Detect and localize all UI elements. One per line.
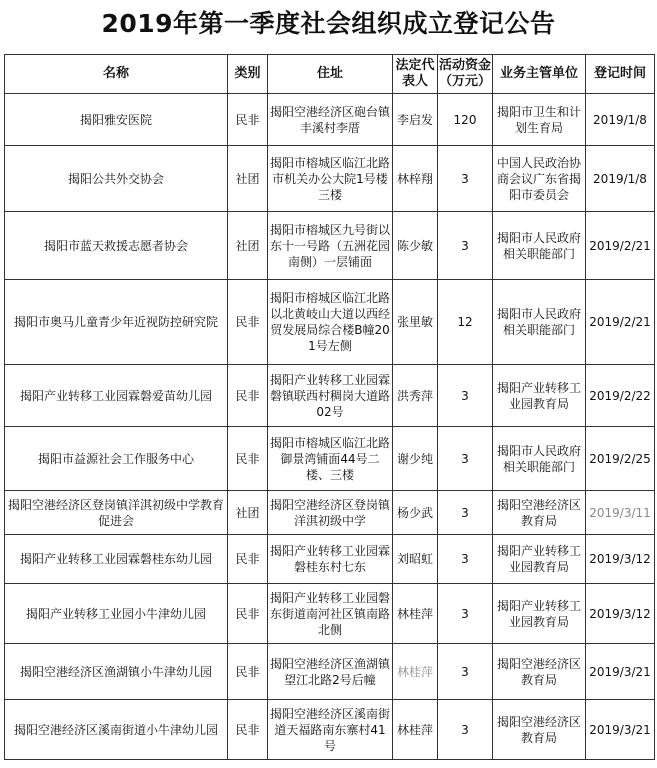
cell-dept: 中国人民政治协商会议广东省揭阳市委员会 (493, 146, 586, 212)
cell-date: 2019/3/21 (586, 700, 655, 760)
table-row (5, 491, 655, 535)
cell-rep: 林梓翔 (393, 146, 438, 212)
cell-rep: 刘昭虹 (393, 535, 438, 584)
cell-dept: 揭阳市人民政府相关职能部门 (493, 280, 586, 365)
registration-table (4, 54, 655, 760)
cell-fund: 3 (438, 491, 493, 535)
cell-fund: 3 (438, 212, 493, 280)
cell-address: 揭阳产业转移工业园磐东街道南河社区镇南路北侧 (268, 584, 393, 644)
cell-address: 揭阳产业转移工业园霖磐桂东村七东 (268, 535, 393, 584)
cell-dept: 揭阳市人民政府相关职能部门 (493, 212, 586, 280)
cell-dept: 揭阳产业转移工业园教育局 (493, 584, 586, 644)
cell-type: 民非 (228, 644, 268, 700)
table-row (5, 644, 655, 700)
cell-rep: 林桂萍 (393, 700, 438, 760)
table-row (5, 212, 655, 280)
cell-address: 揭阳空港经济区登岗镇洋淇初级中学 (268, 491, 393, 535)
cell-fund: 12 (438, 280, 493, 365)
cell-rep: 杨少武 (393, 491, 438, 535)
cell-date: 2019/2/22 (586, 365, 655, 427)
header-name: 名称 (5, 55, 228, 94)
table-row (5, 584, 655, 644)
cell-type: 民非 (228, 94, 268, 146)
cell-dept: 揭阳空港经济区教育局 (493, 700, 586, 760)
table-row (5, 365, 655, 427)
cell-rep: 林桂萍 (393, 644, 438, 700)
cell-type: 民非 (228, 427, 268, 491)
table-header-row (5, 55, 655, 94)
cell-dept: 揭阳产业转移工业园教育局 (493, 365, 586, 427)
cell-name: 揭阳空港经济区溪南街道小牛津幼儿园 (5, 700, 228, 760)
cell-name: 揭阳空港经济区登岗镇洋淇初级中学教育促进会 (5, 491, 228, 535)
header-rep: 法定代表人 (393, 55, 438, 94)
cell-type: 民非 (228, 584, 268, 644)
cell-rep: 李启发 (393, 94, 438, 146)
cell-name: 揭阳产业转移工业园霖磐爱苗幼儿园 (5, 365, 228, 427)
cell-address: 揭阳市榕城区临江北路市机关办公大院1号楼三楼 (268, 146, 393, 212)
cell-name: 揭阳公共外交协会 (5, 146, 228, 212)
cell-fund: 120 (438, 94, 493, 146)
cell-fund: 3 (438, 427, 493, 491)
cell-rep: 张里敏 (393, 280, 438, 365)
cell-fund: 3 (438, 365, 493, 427)
cell-address: 揭阳市榕城区临江北路御景湾铺面44号二楼、三楼 (268, 427, 393, 491)
cell-address: 揭阳产业转移工业园霖磐镇联西村稠岗大道路02号 (268, 365, 393, 427)
cell-dept: 揭阳市卫生和计划生育局 (493, 94, 586, 146)
cell-type: 社团 (228, 212, 268, 280)
table-row (5, 427, 655, 491)
cell-date: 2019/2/21 (586, 280, 655, 365)
header-fund: 活动资金（万元） (438, 55, 493, 94)
table-row (5, 94, 655, 146)
table-row (5, 280, 655, 365)
cell-dept: 揭阳空港经济区教育局 (493, 491, 586, 535)
cell-dept: 揭阳市人民政府相关职能部门 (493, 427, 586, 491)
table-row (5, 535, 655, 584)
cell-fund: 3 (438, 700, 493, 760)
cell-name: 揭阳产业转移工业园小牛津幼儿园 (5, 584, 228, 644)
cell-name: 揭阳空港经济区渔湖镇小牛津幼儿园 (5, 644, 228, 700)
cell-type: 社团 (228, 146, 268, 212)
cell-date: 2019/3/12 (586, 584, 655, 644)
cell-name: 揭阳市奥马儿童青少年近视防控研究院 (5, 280, 228, 365)
cell-name: 揭阳雅安医院 (5, 94, 228, 146)
table-row (5, 146, 655, 212)
cell-date: 2019/3/11 (586, 491, 655, 535)
cell-date: 2019/3/21 (586, 644, 655, 700)
cell-address: 揭阳空港经济区渔湖镇望江北路2号后幢 (268, 644, 393, 700)
cell-type: 民非 (228, 280, 268, 365)
header-dept: 业务主管单位 (493, 55, 586, 94)
cell-fund: 3 (438, 584, 493, 644)
cell-fund: 3 (438, 535, 493, 584)
header-date: 登记时间 (586, 55, 655, 94)
cell-dept: 揭阳产业转移工业园教育局 (493, 535, 586, 584)
cell-date: 2019/2/21 (586, 212, 655, 280)
cell-name: 揭阳市益源社会工作服务中心 (5, 427, 228, 491)
table-row (5, 700, 655, 760)
page-title: 2019年第一季度社会组织成立登记公告 (101, 9, 556, 38)
cell-address: 揭阳空港经济区溪南街道天福路南东寨村41号 (268, 700, 393, 760)
cell-date: 2019/3/12 (586, 535, 655, 584)
cell-fund: 3 (438, 146, 493, 212)
cell-address: 揭阳空港经济区砲台镇丰溪村李厝 (268, 94, 393, 146)
header-address: 住址 (268, 55, 393, 94)
cell-date: 2019/2/25 (586, 427, 655, 491)
cell-rep: 陈少敏 (393, 212, 438, 280)
cell-type: 民非 (228, 365, 268, 427)
cell-fund: 3 (438, 644, 493, 700)
cell-dept: 揭阳空港经济区教育局 (493, 644, 586, 700)
cell-type: 民非 (228, 700, 268, 760)
cell-rep: 谢少纯 (393, 427, 438, 491)
cell-date: 2019/1/8 (586, 94, 655, 146)
cell-address: 揭阳市榕城区临江北路以北黄岐山大道以西经贸发展局综合楼B幢201号左侧 (268, 280, 393, 365)
cell-name: 揭阳产业转移工业园霖磐桂东幼儿园 (5, 535, 228, 584)
cell-rep: 林桂萍 (393, 584, 438, 644)
cell-address: 揭阳市榕城区九号街以东十一号路（五洲花园南侧）一层铺面 (268, 212, 393, 280)
cell-date: 2019/1/8 (586, 146, 655, 212)
cell-type: 民非 (228, 535, 268, 584)
header-type: 类别 (228, 55, 268, 94)
cell-rep: 洪秀萍 (393, 365, 438, 427)
cell-name: 揭阳市蓝天救援志愿者协会 (5, 212, 228, 280)
cell-type: 社团 (228, 491, 268, 535)
